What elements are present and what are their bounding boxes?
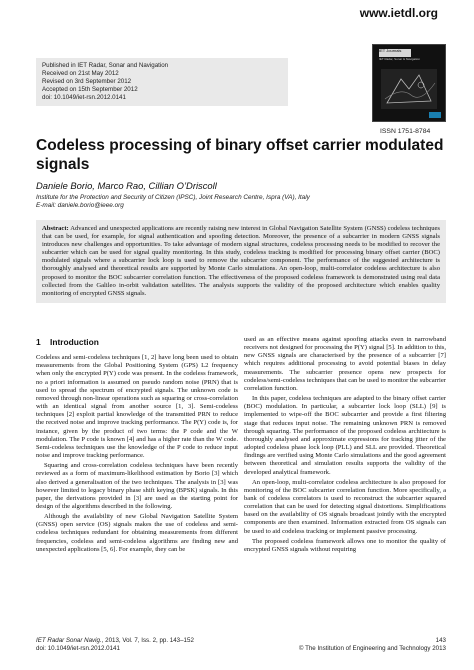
section-title: Introduction: [50, 337, 99, 347]
page-number: 143: [435, 637, 446, 644]
cover-band: IET Journals: [379, 49, 411, 57]
doi-line[interactable]: doi: 10.1049/iet-rsn.2012.0141: [42, 94, 126, 101]
email-line[interactable]: E-mail: daniele.borio@ieee.org: [36, 202, 124, 209]
journal-cover-image: [372, 44, 446, 122]
footer-citation: [36, 637, 236, 653]
footer-right: [246, 637, 446, 653]
affiliation: [36, 194, 446, 210]
iet-logo-icon: [429, 112, 441, 118]
paragraph: Squaring and cross-correlation codeless techniques have been recently reviewed as a form of maximum-likelihood estimation by Borio [3] which also derived a generalisation of the two techniques. The analysis in [3] was however limited to legacy binary phase shift keying (BPSK) signals. In this paper, the derivations provided in [3] are used as the starting point for design of the algorithms described in the following.: [36, 462, 238, 510]
cover-subtitle: IET Radar, Sonar & Navigation: [379, 58, 420, 61]
pubinfo-line: Received on 21st May 2012: [42, 70, 119, 77]
paragraph: Codeless and semi-codeless techniques [1, 2] have long been used to obtain measurements from the Global Positioning System (GPS) L2 frequency when only the encrypted P(Y) code was present. In the codeless framework, no a priori information is assumed on pseudo random noise (PRN) that is used to spread the spectrum of encrypted signals. The unknown code is removed through non-linear operations such as squaring or cross-correlation with an identical signal from another source [1, 3]. Semi-codeless techniques [2] exploit partial knowledge of the transmitted PRN to reduce the received noise and improve tracking performance. The P(Y) code is, for instance, given by the product of two terms: the P code and the W modulation. The P code is known [4] and has a higher rate than the W code. Semi-codeless techniques use the knowledge of the P code to reduce input noise and improve tracking performance.: [36, 354, 238, 460]
paper-title: Codeless processing of binary offset carrier modulated signals: [36, 137, 444, 173]
pubinfo-line: Published in IET Radar, Sonar and Navigation: [42, 62, 169, 69]
footer-doi[interactable]: doi: 10.1049/iet-rsn.2012.0141: [36, 645, 120, 652]
abstract-label: Abstract:: [42, 225, 69, 232]
pubinfo-line: Revised on 3rd September 2012: [42, 78, 132, 85]
section-number: 1: [36, 337, 41, 347]
paragraph: An open-loop, multi-correlator codeless architecture is also proposed for monitoring of the BOC subcarrier correlation function. More specifically, a bank of codeless correlators is used to reconstruct the subcarrier squared correlation that can be used for detecting signal distortions. Simplifications based on the availability of OS signals broadcast jointly with the encrypted components are then examined. Information extracted from OS signals can be used to aid codeless tracking or implement passive processing.: [244, 478, 446, 535]
paragraph: In this paper, codeless techniques are adapted to the binary offset carrier (BOC) modulation. In particular, a subcarrier lock loop (SLL) [9] is implemented to wipe-off the BOC subcarrier and provide a first filtering stage that reduces input noise. The remaining unknown PRN is removed through squaring. The performance of the proposed codeless architecture is thoroughly analysed and approximate expressions for tracking jitter of the adopted codeless phase lock loop (PLL) and SLL are provided. Theoretical findings are verified using Monte Carlo simulations and the good agreement between theoretical and simulation results supports the validity of the developed analytical framework.: [244, 395, 446, 476]
site-url[interactable]: www.ietdl.org: [359, 6, 438, 20]
abstract-text: Advanced and unexpected applications are recently raising new interest in Global Navigation Satellite System (GNSS) codeless techniques that can be used, for example, for signal authentication and spoofing detection. Moreover, the presence of a subcarrier in modern GNSS signals introduces new challenges and opportunities. To take advantage of modern signal structures, codeless processing needs to be modified to recover the subcarrier which can be used for signal quality monitoring. In this study, codeless tracking is modified for processing binary offset carrier (BOC) modulated signals where a subcarrier lock loop is used to remove the subcarrier component. The performance of the suggested architecture is thoroughly analysed and theoretical results are supported by Monte Carlo simulations. An open-loop, multi-correlator codeless architecture is also proposed to monitor the BOC subcarrier correlation function. The effectiveness of the proposed codeless framework is demonstrated using real data collected from the Galileo in-orbit validation satellites. The analysis supports the validity of the proposed architecture which enables quality monitoring of encrypted GNSS signals.: [42, 225, 440, 297]
author-list: Daniele Borio, Marco Rao, Cillian O’Driscoll: [36, 180, 217, 191]
abstract-box: [36, 220, 446, 303]
footer-volume: , 2013, Vol. 7, Iss. 2, pp. 143–152: [101, 637, 194, 644]
publication-info: [36, 58, 288, 106]
right-column: [244, 336, 446, 556]
paragraph: used as an effective means against spoofing attacks even in narrowband receivers not designed for processing the P(Y) signal [5]. In addition to this, new GNSS signals are characterised by the presence of a subcarrier [7] which requires additional processing to avoid potential biases in delay measurements. The subcarrier presence opens new prospects for codeless/semi-codeless techniques that can be used to monitor the subcarrier correlation function.: [244, 336, 446, 392]
left-column: [36, 338, 238, 556]
section-heading: [36, 338, 238, 346]
affiliation-line: Institute for the Protection and Security of Citizen (IPSC), Joint Research Centre, Ispra (VA), Italy: [36, 194, 310, 201]
pubinfo-line: Accepted on 15th September 2012: [42, 86, 138, 93]
footer-journal: IET Radar Sonar Navig.: [36, 637, 102, 644]
issn: ISSN 1751-8784: [380, 128, 431, 135]
cover-art-image: [381, 69, 437, 109]
paragraph: Although the availability of new Global Navigation Satellite System (GNSS) open service (OS) signals makes the use of codeless and semi-codeless techniques redundant for obtaining measurements from different frequencies, codeless and semi-codeless algorithms are finding new and unexpected applications [5, 6]. For example, they can be: [36, 513, 238, 553]
copyright: © The Institution of Engineering and Technology 2013: [298, 645, 446, 652]
paragraph: The proposed codeless framework allows one to monitor the quality of encrypted GNSS signals without requiring: [244, 537, 446, 553]
